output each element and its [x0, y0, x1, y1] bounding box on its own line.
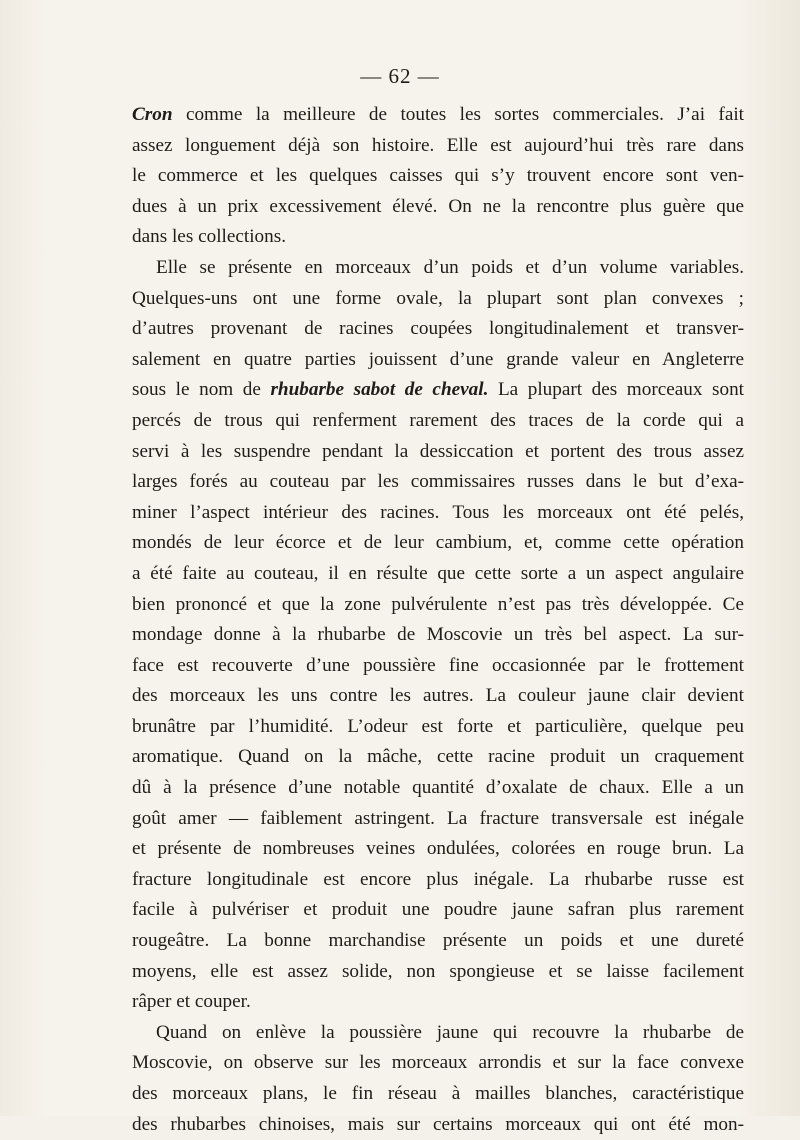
text-line: d’autres provenant de racines coupées longitudinalement et transver- [132, 318, 744, 340]
text-line: mondage donne à la rhubarbe de Moscovie un très bel aspect. La sur- [132, 624, 744, 646]
text-line: Quelques-uns ont une forme ovale, la plupart sont plan convexes ; [132, 287, 744, 309]
text-line: des morceaux les uns contre les autres. La couleur jaune clair devient [132, 685, 744, 707]
text-line: assez longuement déjà son histoire. Elle est aujourd’hui très rare dans [132, 134, 744, 156]
text-fragment: comme la meilleure de toutes les sortes commerciales. J’ai fait [185, 104, 744, 125]
text-line [132, 375, 744, 406]
text-line: miner l’aspect intérieur des racines. Tous les morceaux ont été pelés, [132, 501, 744, 523]
text-line: a été faite au couteau, il en résulte que cette sorte a un aspect angulaire [132, 562, 744, 584]
text-line: fracture longitudinale est encore plus inégale. La rhubarbe russe est [132, 868, 744, 890]
text-line: salement en quatre parties jouissent d’une grande valeur en Angleterre [132, 348, 744, 370]
italic-term: rhubarbe sabot de cheval. [270, 379, 489, 401]
text-line: percés de trous qui renferment rarement des traces de la corde qui a [132, 409, 744, 431]
text-line: râper et couper. [132, 991, 251, 1013]
text-line: mondés de leur écorce et de leur cambium, et, comme cette opération [132, 532, 744, 554]
text-line: Quand on enlève la poussière jaune qui recouvre la rhubarbe de [156, 1021, 744, 1043]
text-line: dues à un prix excessivement élevé. On ne la rencontre plus guère que [132, 195, 744, 217]
text-line: face est recouverte d’une poussière fine occasionnée par le frottement [132, 654, 744, 676]
text-line: le commerce et les quelques caisses qui s’y trouvent encore sont ven- [132, 165, 744, 187]
text-line: dû à la présence d’une notable quantité d’oxalate de chaux. Elle a un [132, 777, 744, 799]
text-fragment: La plupart des morceaux sont [497, 379, 745, 401]
italic-term: Cron [132, 104, 173, 125]
text-line: goût amer — faiblement astringent. La fracture transversale est inégale [132, 807, 744, 829]
text-line: moyens, elle est assez solide, non spongieuse et se laisse facilement [132, 960, 744, 982]
text-line: rougeâtre. La bonne marchandise présente un poids et une dureté [132, 930, 744, 952]
text-line: aromatique. Quand on la mâche, cette racine produit un craquement [132, 746, 744, 768]
text-line [132, 100, 744, 131]
text-line: larges forés au couteau par les commissaires russes dans le but d’exa- [132, 471, 744, 493]
text-line: et présente de nombreuses veines ondulées, colorées en rouge brun. La [132, 838, 744, 860]
text-line: des morceaux plans, le fin réseau à mailles blanches, caractéristique [132, 1083, 744, 1104]
text-fragment: sous le nom de [132, 379, 261, 401]
page-number: — 62 — [360, 64, 440, 88]
text-line: dans les collections. [132, 226, 286, 248]
text-line: bien prononcé et que la zone pulvérulente n’est pas très développée. Ce [132, 593, 744, 615]
text-line: Elle se présente en morceaux d’un poids et d’un volume variables. [156, 256, 744, 278]
body-text [132, 100, 744, 1140]
text-line: facile à pulvériser et produit une poudre jaune safran plus rarement [132, 899, 744, 921]
text-line: Moscovie, on observe sur les morceaux arrondis et sur la face convexe [132, 1052, 744, 1074]
text-line: des rhubarbes chinoises, mais sur certains morceaux qui ont été mon- [132, 1113, 744, 1135]
text-line: brunâtre par l’humidité. L’odeur est forte et particulière, quelque peu [132, 715, 744, 737]
text-line: servi à les suspendre pendant la dessiccation et portent des trous assez [132, 440, 744, 462]
